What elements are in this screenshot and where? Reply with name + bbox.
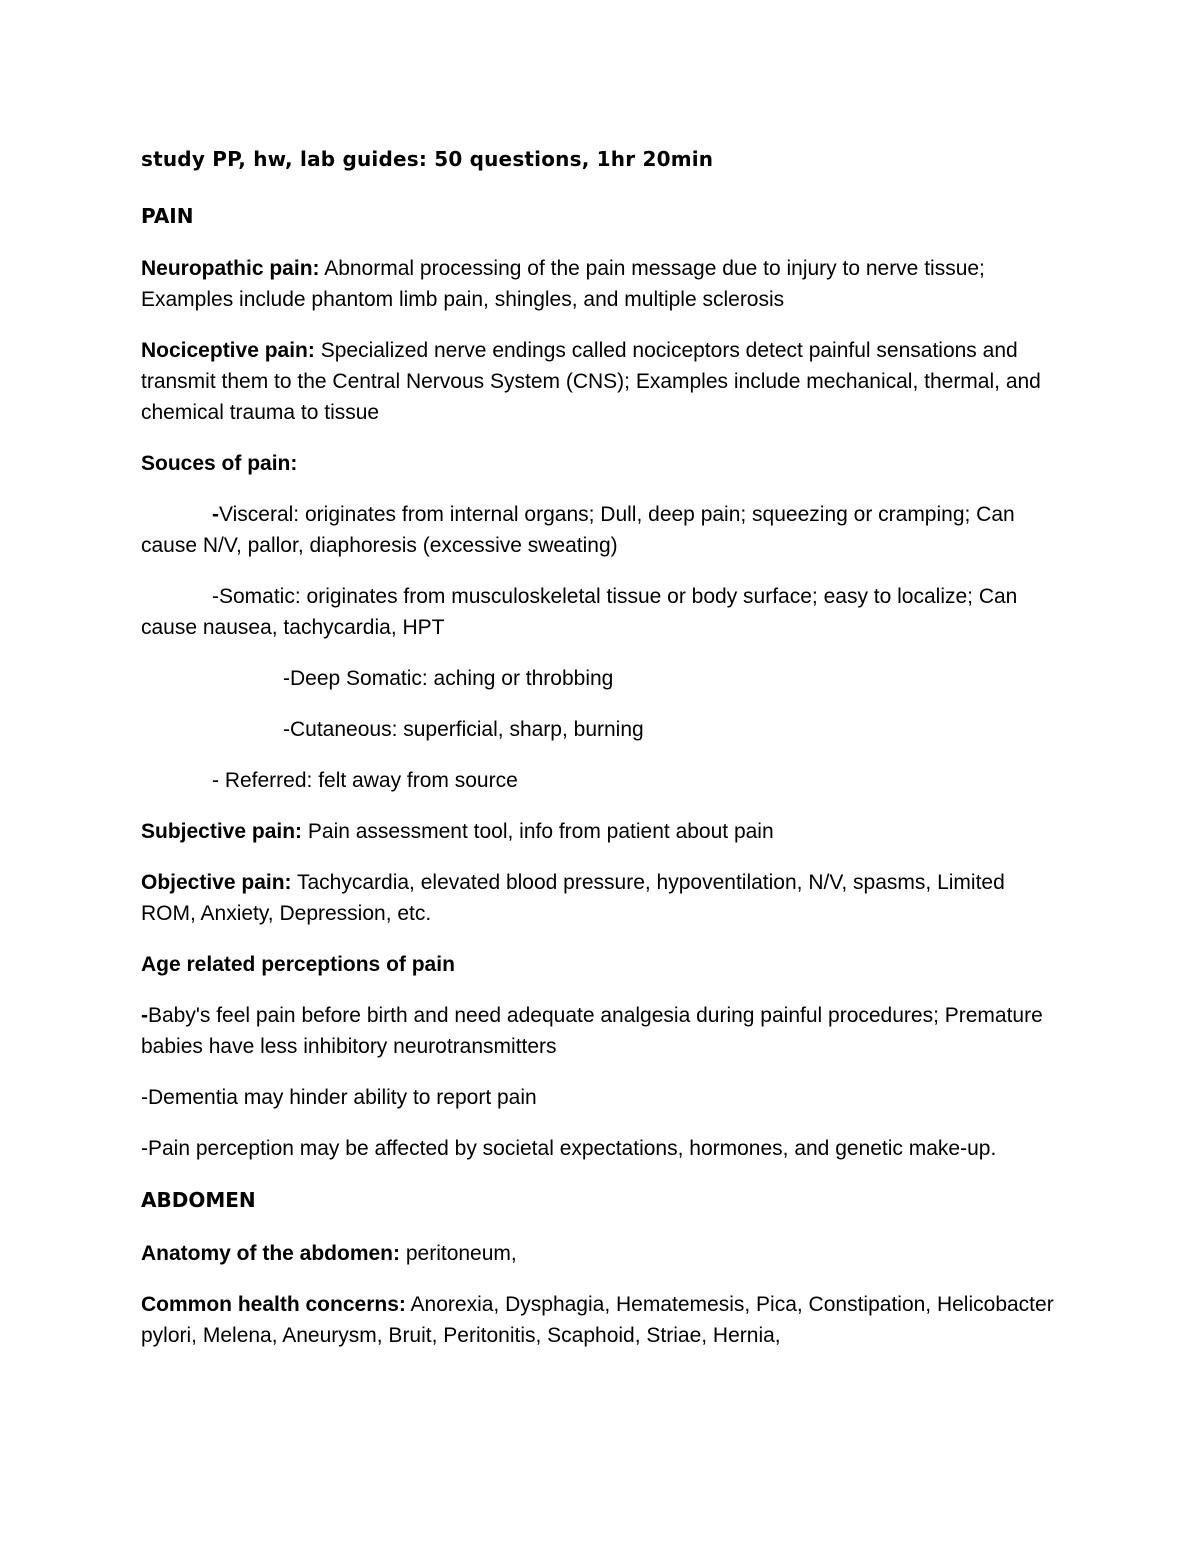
cutaneous-pain-item: -Cutaneous: superficial, sharp, burning <box>283 718 644 741</box>
age-related-item-dementia: -Dementia may hinder ability to report pain <box>141 1086 537 1109</box>
neuropathic-pain-paragraph <box>141 253 1061 315</box>
section-title-abdomen: ABDOMEN <box>141 1188 256 1212</box>
study-header: study PP, hw, lab guides: 50 questions, 1hr 20min <box>141 147 714 171</box>
common-health-concerns-term: Common health concerns: <box>141 1293 406 1316</box>
subjective-pain-paragraph <box>141 816 1061 847</box>
age-related-heading <box>141 949 1061 980</box>
visceral-dash: - <box>212 503 219 526</box>
objective-pain-term: Objective pain: <box>141 871 292 894</box>
age-related-item1-text: Baby's feel pain before birth and need adequate analgesia during painful procedures; Premature babies have less inhibitory neurotransmitters <box>141 1004 1043 1058</box>
objective-pain-paragraph <box>141 867 1061 929</box>
nociceptive-pain-definition: Specialized nerve endings called nociceptors detect painful sensations and transmit them to the Central Nervous System (CNS); Examples include mechanical, thermal, and chemical trauma to tissue <box>141 339 1041 424</box>
somatic-pain-item: -Somatic: originates from musculoskeletal tissue or body surface; easy to localize; Can cause nausea, tachycardia, HPT <box>141 585 1018 639</box>
document-content <box>141 143 1061 1371</box>
anatomy-abdomen-term: Anatomy of the abdomen: <box>141 1242 401 1265</box>
section-title-pain: PAIN <box>141 204 194 228</box>
visceral-pain-text: Visceral: originates from internal organs; Dull, deep pain; squeezing or cramping; Can cause N/V, pallor, diaphoresis (excessive sweating) <box>141 503 1015 557</box>
age-related-item1-dash: - <box>141 1004 148 1027</box>
nociceptive-pain-paragraph <box>141 335 1061 428</box>
subjective-pain-term: Subjective pain: <box>141 820 303 843</box>
objective-pain-definition: Tachycardia, elevated blood pressure, hypoventilation, N/V, spasms, Limited ROM, Anxiety, Depression, etc. <box>141 871 1005 925</box>
sources-of-pain-heading <box>141 448 1061 479</box>
visceral-pain-item <box>141 499 1061 561</box>
common-health-concerns-paragraph <box>141 1289 1061 1351</box>
anatomy-abdomen-text: peritoneum, <box>400 1242 517 1265</box>
common-health-concerns-text: Anorexia, Dysphagia, Hematemesis, Pica, Constipation, Helicobacter pylori, Melena, Aneurysm, Bruit, Peritonitis, Scaphoid, Striae, Hernia, <box>141 1293 1054 1347</box>
neuropathic-pain-term: Neuropathic pain: <box>141 257 320 280</box>
anatomy-abdomen-paragraph <box>141 1238 1061 1269</box>
neuropathic-pain-definition: Abnormal processing of the pain message due to injury to nerve tissue; Examples include phantom limb pain, shingles, and multiple sclerosis <box>141 257 985 311</box>
deep-somatic-pain-item: -Deep Somatic: aching or throbbing <box>283 667 614 690</box>
age-related-term: Age related perceptions of pain <box>141 953 455 976</box>
subjective-pain-definition: Pain assessment tool, info from patient about pain <box>302 820 774 843</box>
sources-of-pain-term: Souces of pain: <box>141 452 298 475</box>
age-related-item-perception: -Pain perception may be affected by societal expectations, hormones, and genetic make-up. <box>141 1137 997 1160</box>
age-related-item-babies <box>141 1000 1061 1062</box>
referred-pain-item: - Referred: felt away from source <box>212 769 518 792</box>
nociceptive-pain-term: Nociceptive pain: <box>141 339 315 362</box>
